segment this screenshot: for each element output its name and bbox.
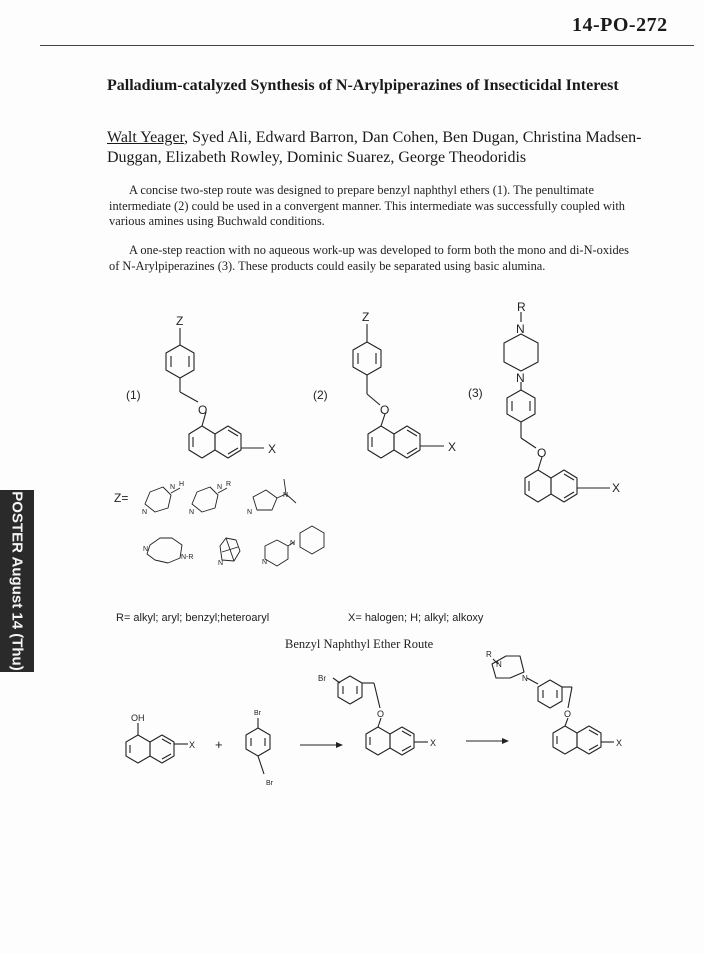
route-product-r: R	[486, 650, 492, 659]
z3-n-atom: N	[247, 509, 253, 516]
compound-2-structure	[353, 324, 444, 458]
z6-n-atom: N	[262, 559, 268, 566]
route-plus-sign: +	[215, 737, 223, 752]
route-benzyl-br-bottom: Br	[266, 780, 273, 787]
route-product-structure	[492, 656, 614, 754]
z3-n-amine-atom: N	[283, 492, 289, 499]
poster-date-label: POSTER August 14 (Thu)	[8, 491, 26, 671]
co-authors: , Syed Ali, Edward Barron, Dan Cohen, Ben Dugan, Christina Madsen-Duggan, Elizabeth Rowley, Dominic Suarez, George Theodoridis	[107, 129, 642, 166]
route-intermediate-o: O	[377, 709, 385, 719]
z-definition-prefix: Z=	[114, 491, 129, 505]
route-intermediate-x: X	[430, 738, 437, 748]
r-group-definition: R= alkyl; aryl; benzyl;heteroaryl	[116, 612, 270, 624]
z4-n-r-atom: N-R	[181, 554, 194, 561]
route-naphthol-oh: OH	[131, 713, 145, 723]
z4-n-atom: N	[143, 546, 149, 553]
z1-n-atom-2: N	[170, 484, 176, 491]
compound-1-o-atom: O	[198, 403, 208, 417]
compound-3-r-atom: R	[517, 300, 526, 314]
presenting-author: Walt Yeager	[107, 129, 185, 146]
route-product-n-top: N	[496, 660, 502, 669]
z5-n-atom: N	[218, 560, 224, 567]
compound-label-3: (3)	[468, 386, 483, 400]
z-substituent-structures	[145, 479, 324, 566]
abstract-paragraph-1: A concise two-step route was designed to prepare benzyl naphthyl ethers (1). The penultimate intermediate (2) could be used in a convergent manner. This intermediate was successfully coupled with various amines using Buchwald conditions.	[109, 183, 626, 228]
compound-label-2: (2)	[313, 388, 328, 402]
x-group-definition: X= halogen; H; alkyl; alkoxy	[348, 612, 484, 624]
arrow-heads	[336, 738, 509, 748]
route-product-o: O	[564, 709, 572, 719]
compound-2-o-atom: O	[380, 403, 390, 417]
compound-1-structure	[166, 328, 264, 458]
z2-n-atom-2: N	[217, 484, 223, 491]
z2-r-atom: R	[226, 481, 232, 488]
route-benzyl-br-top: Br	[254, 710, 261, 717]
route-intermediate-br: Br	[318, 674, 326, 683]
compound-1-x-atom: X	[268, 442, 277, 456]
compound-1-z-atom: Z	[176, 314, 184, 328]
poster-id: 14-PO-272	[572, 14, 668, 36]
compound-3-n-top-atom: N	[516, 322, 525, 336]
abstract-paragraph-2: A one-step reaction with no aqueous work-up was developed to form both the mono and di-N-oxides of N-Arylpiperazines (3). These products could easily be separated using basic alumina.	[109, 243, 629, 273]
compound-3-structure	[504, 312, 610, 502]
compound-2-x-atom: X	[448, 440, 457, 454]
paper-title: Palladium-catalyzed Synthesis of N-Arylpiperazines of Insecticidal Interest	[107, 77, 619, 94]
compound-3-x-atom: X	[612, 481, 621, 495]
compound-label-1: (1)	[126, 388, 141, 402]
route-product-n-aryl: N	[522, 674, 528, 683]
z6-n-piperidine-atom: N	[290, 540, 296, 547]
route-title: Benzyl Naphthyl Ether Route	[285, 637, 434, 651]
z1-h-atom: H	[179, 481, 185, 488]
route-naphthol-structure	[126, 723, 188, 763]
z2-n-atom: N	[189, 509, 195, 516]
z1-n-atom: N	[142, 509, 148, 516]
route-naphthol-x: X	[189, 740, 196, 750]
route-benzyl-bromide-structure	[246, 718, 270, 774]
compound-2-z-atom: Z	[362, 310, 370, 324]
route-arrows	[300, 741, 502, 745]
compound-3-n-bottom-atom: N	[516, 371, 525, 385]
route-product-x: X	[616, 738, 623, 748]
compound-3-o-atom: O	[537, 446, 547, 460]
